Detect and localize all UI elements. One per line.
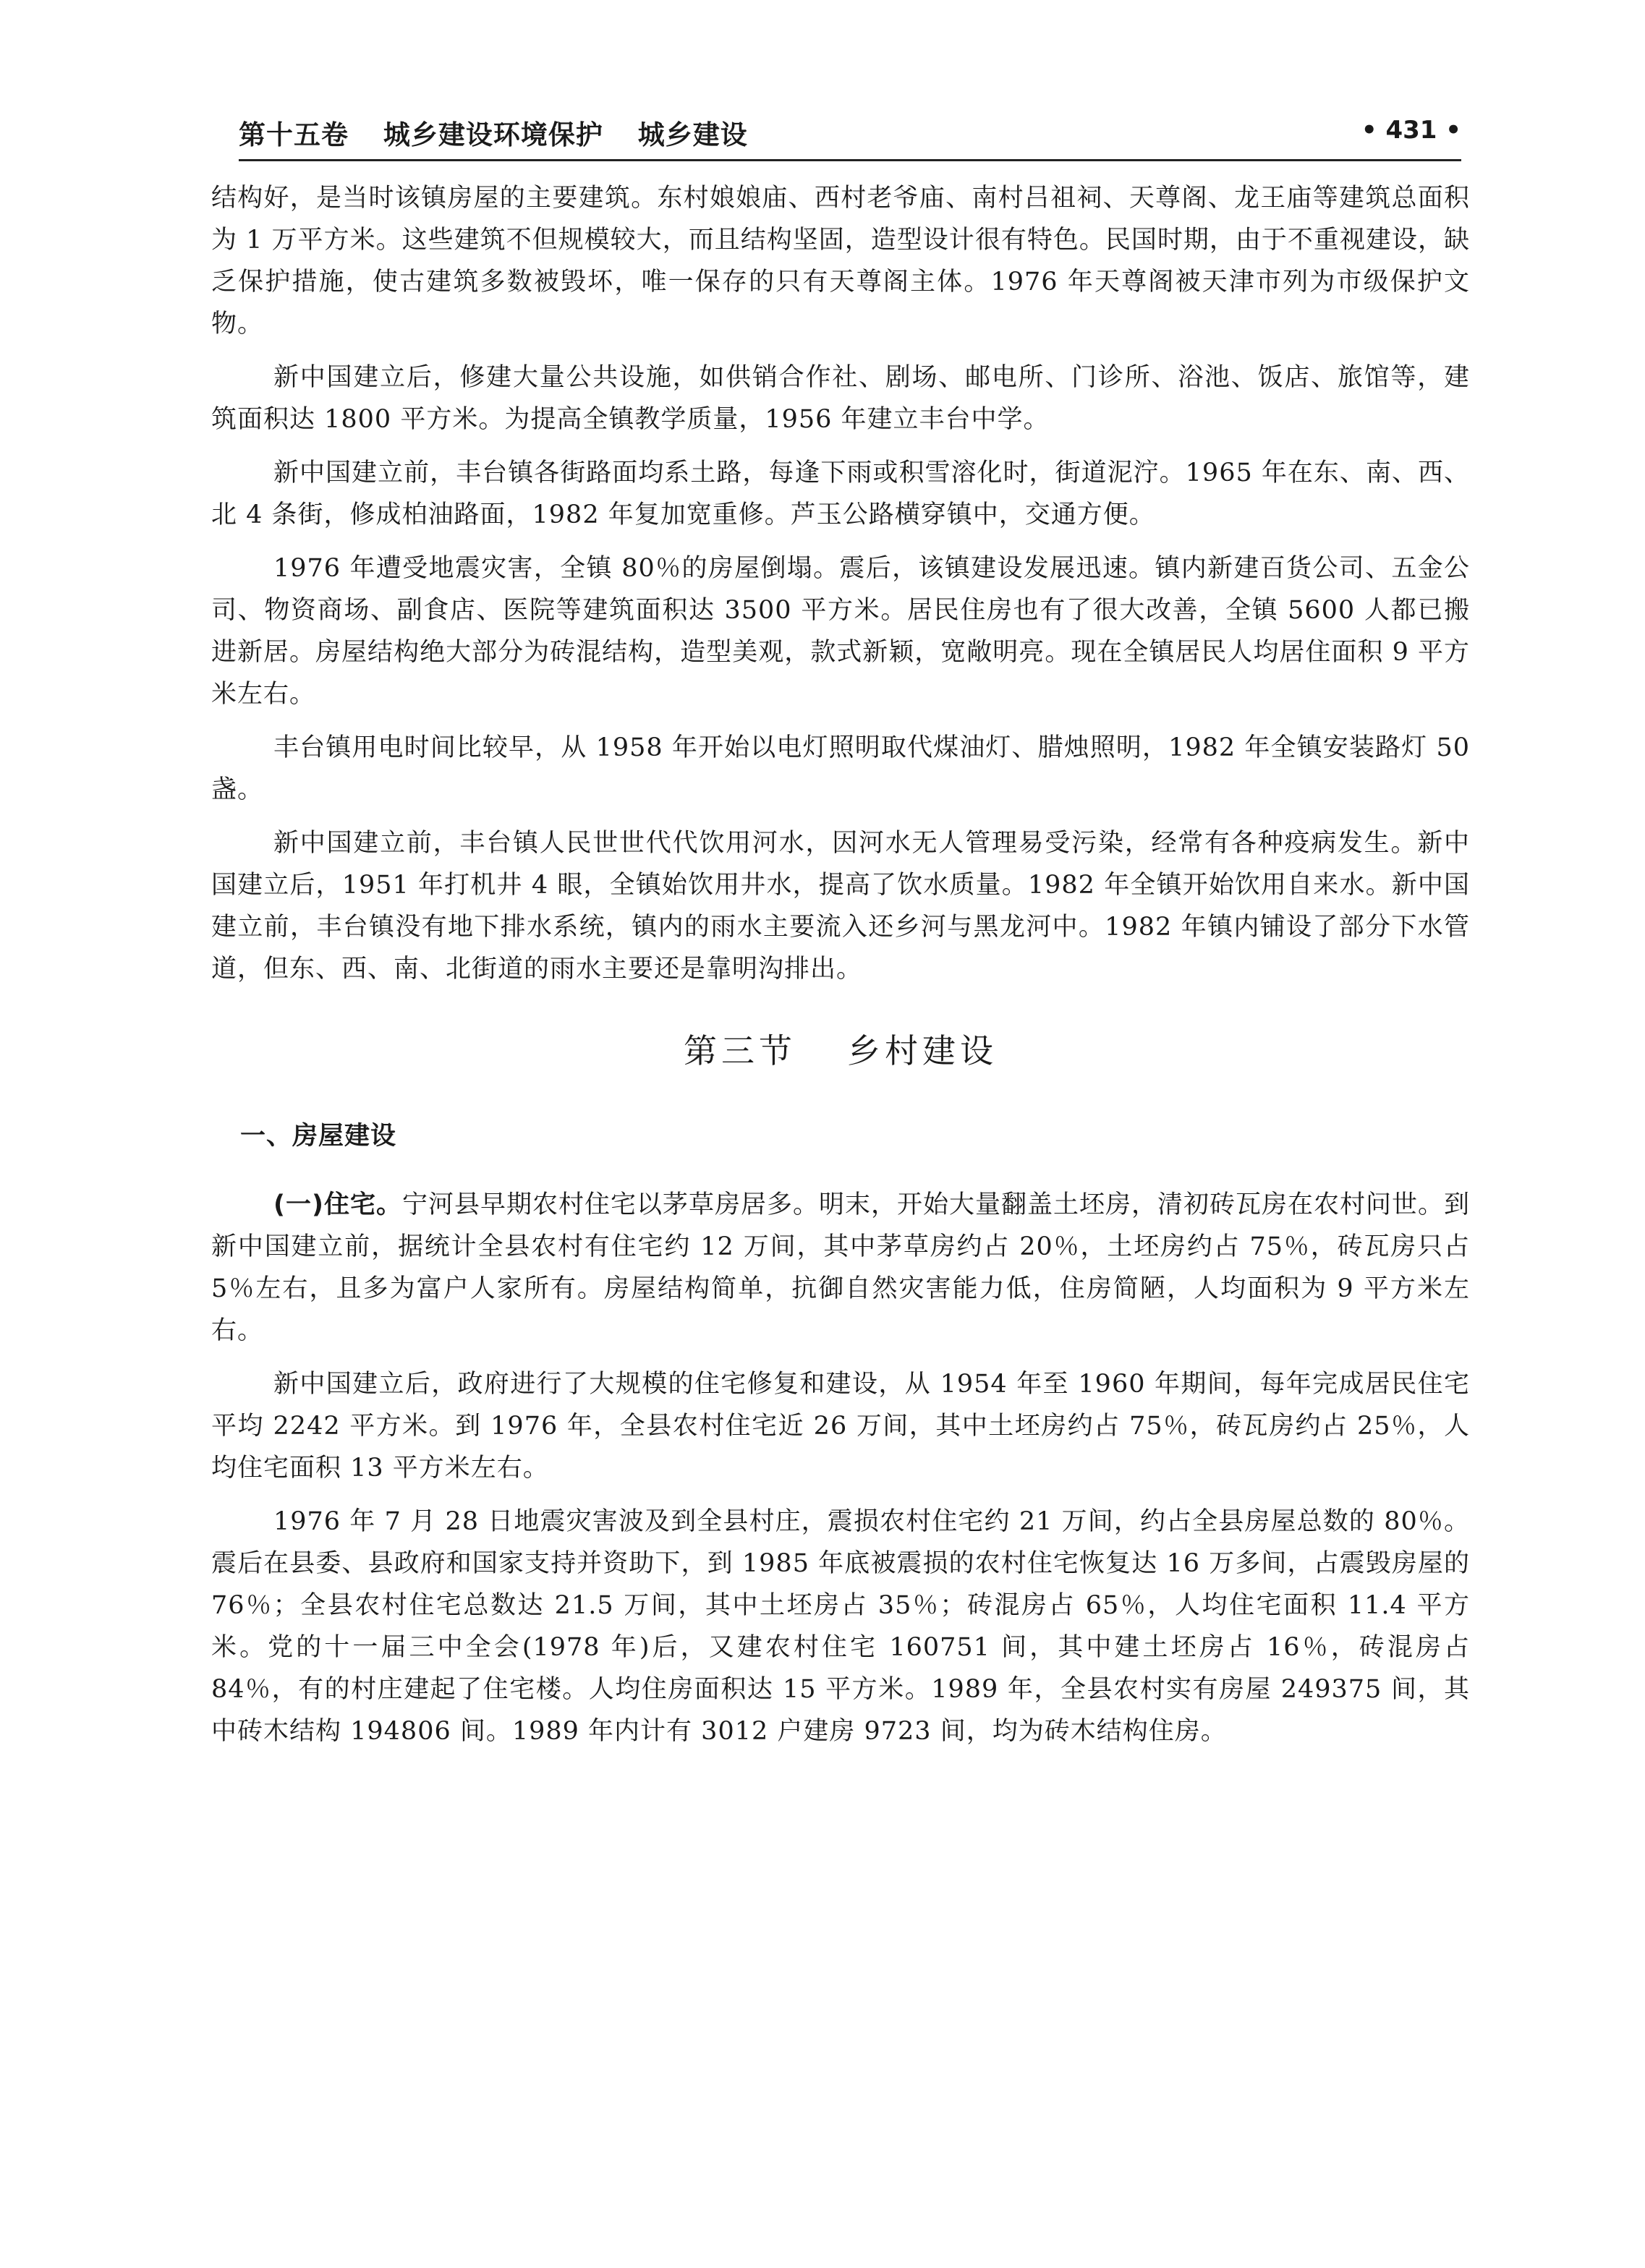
paragraph: 1976 年 7 月 28 日地震灾害波及到全县村庄，震损农村住宅约 21 万间，约占全县房屋总数的 80％。震后在县委、县政府和国家支持并资助下，到 1985 年底被震损的农村住宅恢复达 16 万多间，占震毁房屋的 76％；全县农村住宅总数达 21.5 万间，其中土坯房占 35％；砖混房占 65％，人均住宅面积 11.4 平方米。党的十一届三中全会(1978 年)后，又建农村住宅 160751 间，其中建土坯房占 16％，砖混房占 84％，有的村庄建起了住宅楼。人均住房面积达 15 平方米。1989 年，全县农村实有房屋 249375 间，其中砖木结构 194806 间。1989 年内计有 3012 户建房 9723 间，均为砖木结构住房。 — [211, 1507, 1470, 1746]
paragraph: 1976 年遭受地震灾害，全镇 80％的房屋倒塌。震后，该镇建设发展迅速。镇内新建百货公司、五金公司、物资商场、副食店、医院等建筑面积达 3500 平方米。居民住房也有了很大改善，全镇 5600 人都已搬进新居。房屋结构绝大部分为砖混结构，造型美观，款式新颖，宽敞明亮。现在全镇居民人均居住面积 9 平方米左右。 — [211, 554, 1470, 709]
subheading: 一、房屋建设 — [240, 1122, 397, 1151]
paragraph-lead: (一)住宅。 — [273, 1190, 402, 1219]
running-header — [239, 108, 1461, 161]
section-label-b: 城乡建设 — [637, 119, 748, 150]
section-number: 第三节 — [684, 1031, 796, 1070]
paragraph: 新中国建立前，丰台镇各街路面均系土路，每逢下雨或积雪溶化时，街道泥泞。1965 年在东、南、西、北 4 条街，修成柏油路面，1982 年复加宽重修。芦玉公路横穿镇中，交通方便。 — [211, 459, 1470, 529]
paragraph: 丰台镇用电时间比较早，从 1958 年开始以电灯照明取代煤油灯、腊烛照明，1982 年全镇安装路灯 50 盏。 — [211, 733, 1470, 804]
paragraph — [211, 1184, 1470, 1352]
paragraph: 结构好，是当时该镇房屋的主要建筑。东村娘娘庙、西村老爷庙、南村吕祖祠、天尊阁、龙王庙等建筑总面积为 1 万平方米。这些建筑不但规模较大，而且结构坚固，造型设计很有特色。民国时期，由于不重视建设，缺乏保护措施，使古建筑多数被毁坏，唯一保存的只有天尊阁主体。1976 年天尊阁被天津市列为市级保护文物。 — [211, 184, 1470, 338]
volume-label: 第十五卷 — [239, 119, 349, 150]
paragraph-text: 宁河县早期农村住宅以茅草房居多。明末，开始大量翻盖土坯房，清初砖瓦房在农村问世。到新中国建立前，据统计全县农村有住宅约 12 万间，其中茅草房约占 20％，土坯房约占 75％，砖瓦房只占 5％左右，且多为富户人家所有。房屋结构简单，抗御自然灾害能力低，住房简陋，人均面积为 9 平方米左右。 — [211, 1190, 1471, 1345]
section-title-text: 乡村建设 — [847, 1031, 998, 1070]
body-text — [211, 177, 1470, 1764]
header-titles — [239, 113, 773, 152]
page-number: • 431 • — [1361, 116, 1461, 145]
section-heading — [211, 1025, 1470, 1073]
section-label-a: 城乡建设环境保护 — [383, 119, 603, 150]
paragraph: 新中国建立后，修建大量公共设施，如供销合作社、剧场、邮电所、门诊所、浴池、饭店、旅馆等，建筑面积达 1800 平方米。为提高全镇教学质量，1956 年建立丰台中学。 — [211, 363, 1470, 434]
paragraph: 新中国建立后，政府进行了大规模的住宅修复和建设，从 1954 年至 1960 年期间，每年完成居民住宅平均 2242 平方米。到 1976 年，全县农村住宅近 26 万间，其中土坯房约占 75％，砖瓦房约占 25％，人均住宅面积 13 平方米左右。 — [211, 1370, 1470, 1483]
paragraph: 新中国建立前，丰台镇人民世世代代饮用河水，因河水无人管理易受污染，经常有各种疫病发生。新中国建立后，1951 年打机井 4 眼，全镇始饮用井水，提高了饮水质量。1982 年全镇开始饮用自来水。新中国建立前，丰台镇没有地下排水系统，镇内的雨水主要流入还乡河与黑龙河中。1982 年镇内铺设了部分下水管道，但东、西、南、北街道的雨水主要还是靠明沟排出。 — [211, 829, 1470, 984]
